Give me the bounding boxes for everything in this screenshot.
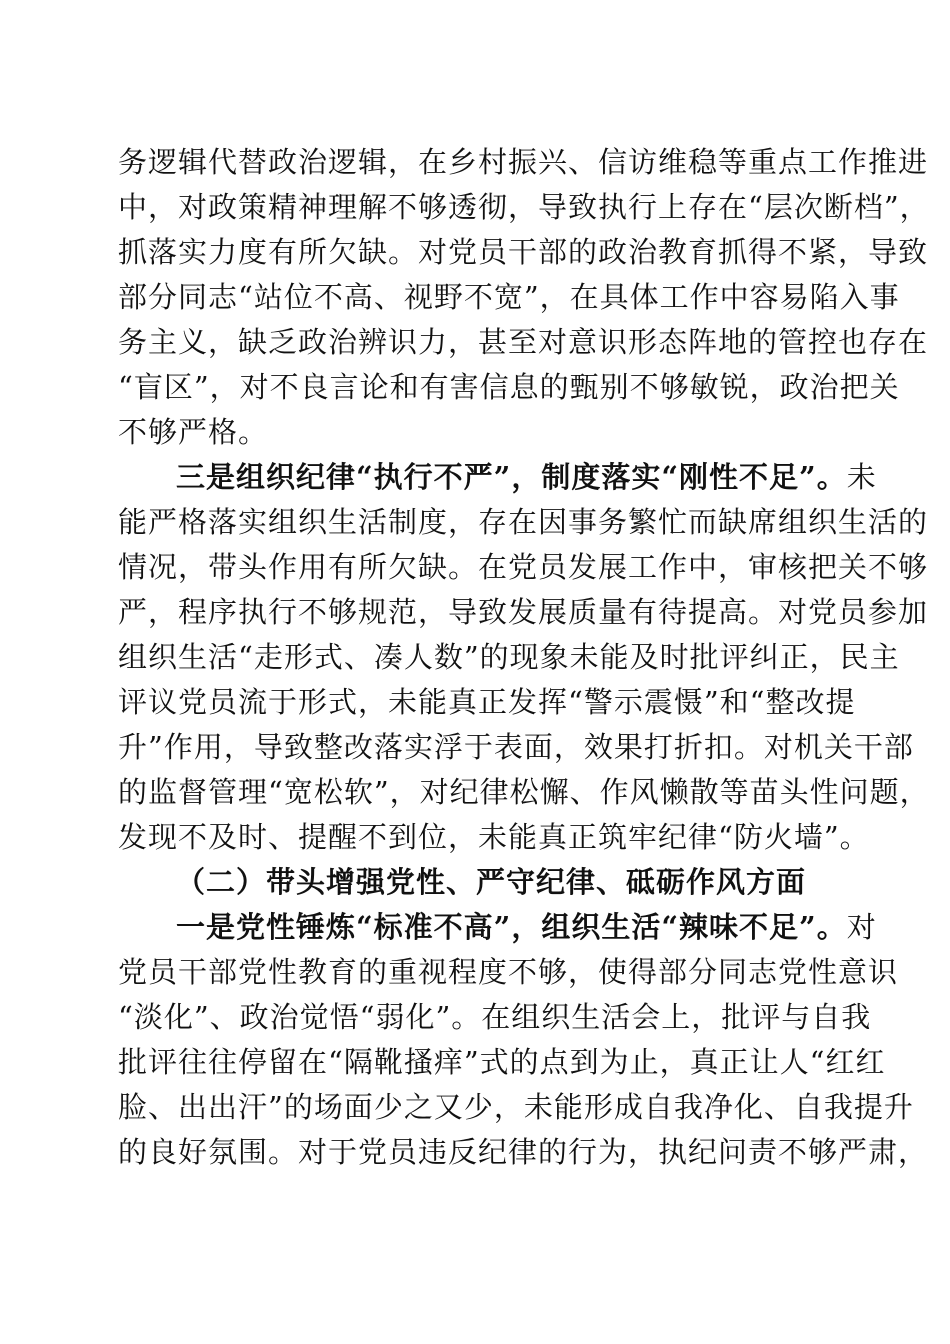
paragraph-3-heading: 三是组织纪律“执行不严”，制度落实“刚性不足”。 — [176, 460, 847, 494]
text-line: 部分同志“站位不高、视野不宽”，在具体工作中容易陷入事 — [118, 280, 900, 314]
text-line: 升”作用，导致整改落实浮于表面，效果打折扣。对机关干部 — [118, 730, 914, 764]
text-line: “盲区”，对不良言论和有害信息的甄别不够敏锐，政治把关 — [118, 370, 900, 404]
text-line: 脸、出出汗”的场面少之又少，未能形成自我净化、自我提升 — [118, 1090, 914, 1124]
paragraph-4-heading: 一是党性锤炼“标准不高”，组织生活“辣味不足”。 — [176, 910, 847, 944]
text-line: 评议党员流于形式，未能真正发挥“警示震慑”和“整改提 — [118, 685, 856, 719]
text-line: 的良好氛围。对于党员违反纪律的行为，执纪问责不够严肃， — [118, 1135, 929, 1169]
text-line: 发现不及时、提醒不到位，未能真正筑牢纪律“防火墙”。 — [118, 820, 870, 854]
text-line: 不够严格。 — [118, 415, 269, 449]
paragraph-3-first-line — [118, 455, 877, 500]
text-line: 务逻辑代替政治逻辑，在乡村振兴、信访维稳等重点工作推进 — [118, 145, 929, 179]
paragraph-3-first-rest: 未 — [846, 460, 877, 494]
text-line: 情况，带头作用有所欠缺。在党员发展工作中，审核把关不够 — [118, 550, 929, 584]
text-line: 党员干部党性教育的重视程度不够，使得部分同志党性意识 — [118, 955, 899, 989]
text-line: 批评往往停留在“隔靴搔痒”式的点到为止，真正让人“红红 — [118, 1045, 886, 1079]
document-page — [118, 140, 930, 1175]
section-2-title: （二）带头增强党性、严守纪律、砥砺作风方面 — [176, 865, 807, 899]
text-line: 务主义，缺乏政治辨识力，甚至对意识形态阵地的管控也存在 — [118, 325, 929, 359]
text-line: 能严格落实组织生活制度，存在因事务繁忙而缺席组织生活的 — [118, 505, 929, 539]
text-line: 组织生活“走形式、凑人数”的现象未能及时批评纠正，民主 — [118, 640, 900, 674]
text-line: 严，程序执行不够规范，导致发展质量有待提高。对党员参加 — [118, 595, 929, 629]
text-line: 的监督管理“宽松软”，对纪律松懈、作风懒散等苗头性问题， — [118, 775, 930, 809]
paragraph-4-first-rest: 对 — [846, 910, 877, 944]
text-line: “淡化”、政治觉悟“弱化”。在组织生活会上，批评与自我 — [118, 1000, 872, 1034]
paragraph-4-first-line — [118, 905, 877, 950]
text-line: 中，对政策精神理解不够透彻，导致执行上存在“层次断档”， — [118, 190, 930, 224]
text-line: 抓落实力度有所欠缺。对党员干部的政治教育抓得不紧，导致 — [118, 235, 929, 269]
